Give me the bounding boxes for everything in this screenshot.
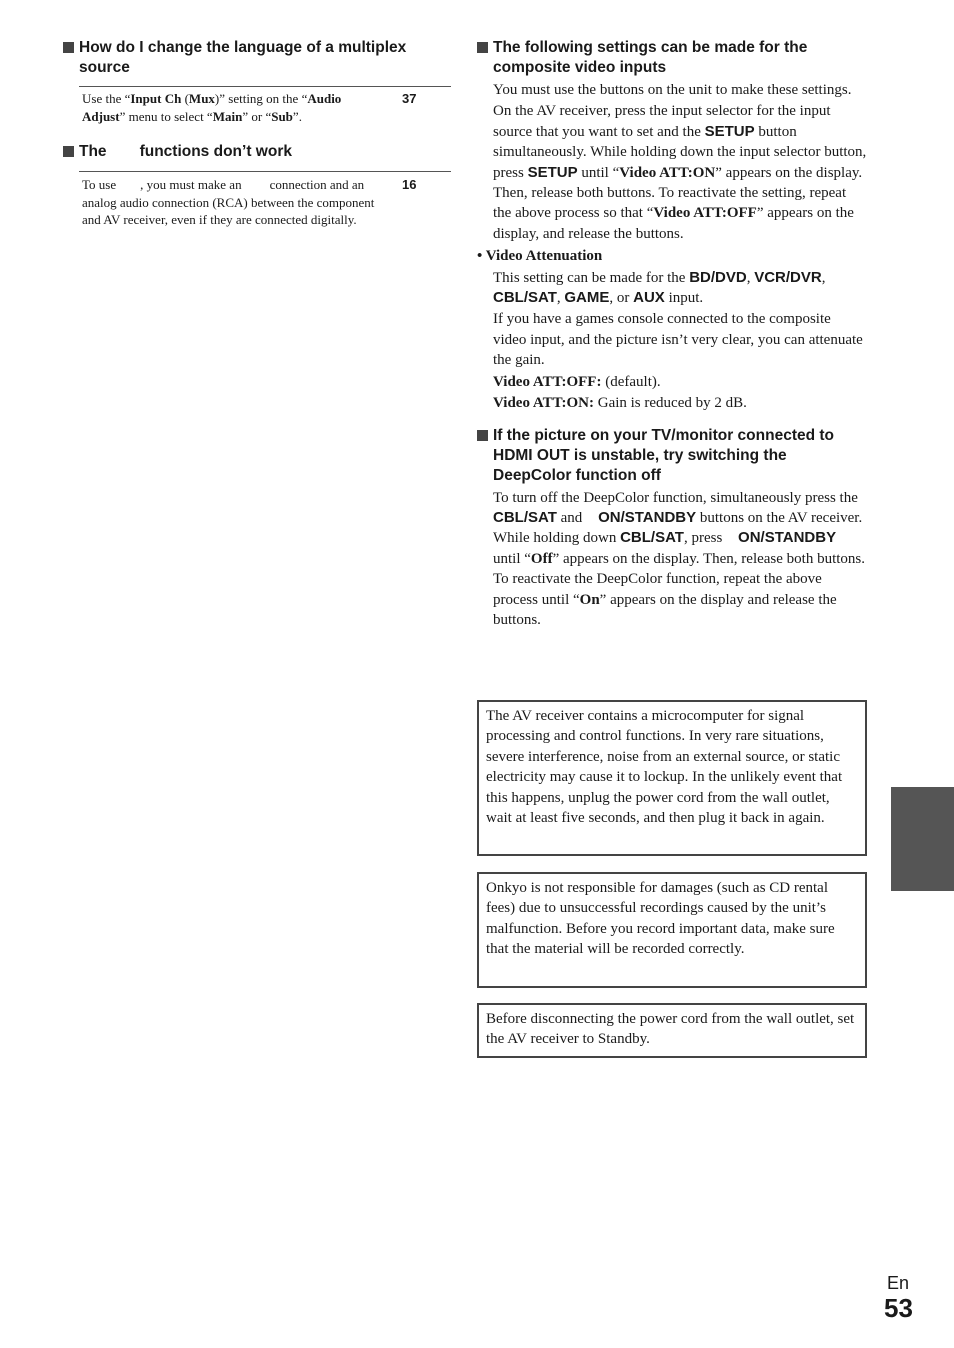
bullet-heading: • Video Attenuation xyxy=(477,248,603,265)
paragraph: If you have a games console connected to the composite video input, and the picture isn’t very clear, you can attenuate the gain. xyxy=(493,311,863,369)
heading-functions-dont-work: The functions don’t work xyxy=(63,142,451,162)
answer-text: To use , you must make an connection and an analog audio connection (RCA) between the component and AV receiver, even if they are connected digitally. xyxy=(82,177,375,227)
answer-row-multiplex xyxy=(79,86,451,125)
notice-box-disclaimer: Onkyo is not responsible for damages (such as CD rental fees) due to unsuccessful recordings caused by the unit’s malfunction. Before you record important data, make sure that the material will be recorded correctly. xyxy=(477,872,867,988)
key-label: SETUP xyxy=(527,163,578,181)
language-label: En xyxy=(887,1273,910,1293)
paragraph: To turn off the DeepColor function, simultaneously press the CBL/SAT and ON/STANDBY buttons on the AV receiver. While holding down CBL/SAT, press ON/STANDBY until “Off” appears on the display. Then, release both buttons. To reactivate the DeepColor function, repeat the above process until “On” appears on the display and release the buttons. xyxy=(493,489,866,628)
page-number: 53 xyxy=(884,1293,913,1323)
notice-box-standby: Before disconnecting the power cord from the wall outlet, set the AV receiver to Standby. xyxy=(477,1003,867,1058)
key-label: SETUP xyxy=(704,122,755,140)
square-bullet-icon xyxy=(477,430,488,441)
paragraph: Video ATT:OFF: (default). xyxy=(493,373,661,390)
paragraph: Video ATT:ON: Gain is reduced by 2 dB. xyxy=(493,395,747,412)
page-reference: 16 xyxy=(402,177,417,192)
paragraph: This setting can be made for the BD/DVD, VCR/DVR, CBL/SAT, GAME, or AUX input. xyxy=(493,268,826,307)
section-tab xyxy=(891,787,954,891)
left-column xyxy=(63,38,451,229)
heading-deepcolor: If the picture on your TV/monitor connected to HDMI OUT is unstable, try switching the DeepColor function off xyxy=(477,426,867,486)
paragraph: You must use the buttons on the unit to make these settings. xyxy=(493,82,852,98)
answer-text: Use the “Input Ch (Mux)” setting on the “Audio Adjust” menu to select “Main” or “Sub”. xyxy=(82,91,342,124)
square-bullet-icon xyxy=(63,146,74,157)
square-bullet-icon xyxy=(63,42,74,53)
answer-row-functions xyxy=(79,171,451,229)
page-reference: 37 xyxy=(402,91,417,106)
right-column xyxy=(477,38,867,1048)
paragraph: On the AV receiver, press the input selector for the input source that you want to set and the SETUP button simultaneously. While holding down the input selector button, press SETUP until “Video ATT:ON” appears on the display. Then, release both buttons. To reactivate the setting, repeat the above process so that “Video ATT:OFF” appears on the display, and release the buttons. xyxy=(493,103,867,242)
square-bullet-icon xyxy=(477,42,488,53)
heading-composite-settings: The following settings can be made for the composite video inputs xyxy=(477,38,867,78)
heading-multiplex-language: How do I change the language of a multiplex source xyxy=(63,38,451,78)
notice-box-microcomputer: The AV receiver contains a microcomputer for signal processing and control functions. In very rare situations, severe interference, noise from an external source, or static electricity may cause it to lockup. In the unlikely event that this happens, unplug the power cord from the wall outlet, wait at least five seconds, and then plug it back in again. xyxy=(477,700,867,856)
